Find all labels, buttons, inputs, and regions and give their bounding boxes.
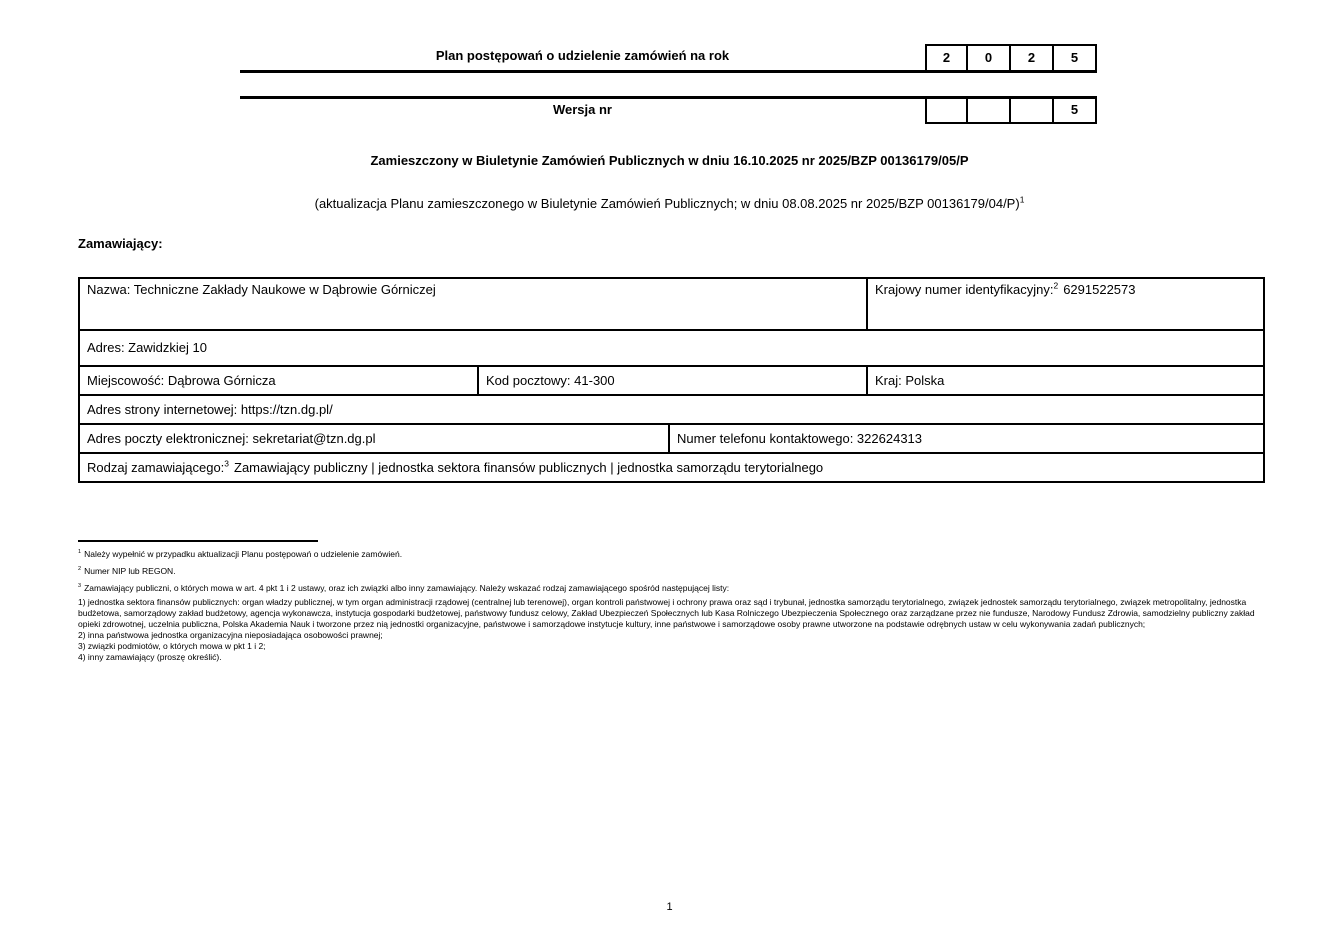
footnote-ref-2: 2: [1053, 280, 1059, 291]
footnote-1-text: Należy wypełnić w przypadku aktualizacji Planu postępowań o udzielenie zamówień.: [84, 549, 403, 559]
footnote-3-list: [78, 597, 1264, 663]
national-id-value: 6291522573: [1063, 282, 1136, 297]
website-cell: Adres strony internetowej: https://tzn.dg.pl/: [79, 395, 1264, 424]
footnote-2: [78, 566, 1264, 576]
year-digit-cell: 0: [968, 44, 1011, 72]
national-id-cell: [867, 278, 1264, 330]
orderer-name-cell: Nazwa: Techniczne Zakłady Naukowe w Dąbrowie Górniczej: [79, 278, 867, 330]
version-digit-cell: 5: [1054, 96, 1097, 124]
footnote-3-list-item: 3) związki podmiotów, o których mowa w pkt 1 i 2;: [78, 641, 266, 651]
footnote-3-list-item: 1) jednostka sektora finansów publicznych: organ władzy publicznej, w tym organ administracji rządowej (centralnej lub terenowej), organ kontroli państwowej i ochrony prawa oraz sąd i trybunał, jednostka samorządu terytorialnego, związek jednostek samorządu terytorialnego, związek metropolitalny, jednostka budżetowa, samorządowy zakład budżetowy, agencja wykonawcza, instytucja gospodarki budżetowej, państwowy fundusz celowy, Zakład Ubezpieczeń Społecznych lub Kasa Rolniczego Ubezpieczenia Społecznego oraz zarządzane przez nie fundusze, Narodowy Fundusz Zdrowia, samodzielny publiczny zakład opieki zdrowotnej, uczelnia publiczna, Polska Akademia Nauk i tworzone przez nią jednostki organizacyjne, państwowe i samorządowe instytucje kultury, inne państwowe i samorządowe osoby prawne utworzone na podstawie odrębnych ustaw w celu wykonywania zadań publicznych;: [78, 597, 1255, 629]
year-digit-boxes: [925, 44, 1097, 72]
table-row: [79, 278, 1264, 330]
page-number: 1: [666, 901, 673, 913]
version-digit-boxes: [925, 96, 1097, 124]
orderer-type-value: Zamawiający publiczny | jednostka sektora finansów publicznych | jednostka samorządu terytorialnego: [234, 459, 824, 475]
table-row: [79, 424, 1264, 453]
city-cell: Miejscowość: Dąbrowa Górnicza: [79, 366, 478, 395]
version-label: Wersja nr: [552, 102, 612, 117]
table-row: [79, 330, 1264, 366]
version-digit-cell: [968, 96, 1011, 124]
year-digit-cell: 5: [1054, 44, 1097, 72]
address-cell: Adres: Zawidzkiej 10: [79, 330, 1264, 366]
footnote-ref-1: 1: [1019, 194, 1025, 205]
email-cell: Adres poczty elektronicznej: sekretariat@tzn.dg.pl: [79, 424, 669, 453]
footnote-separator: [78, 540, 318, 542]
footnote-1: [78, 549, 1264, 559]
update-line-text: (aktualizacja Planu zamieszczonego w Biuletynie Zamówień Publicznych; w dniu 08.08.2025 nr 2025/BZP 00136179/04/P): [314, 196, 1020, 211]
footnote-3-list-item: 2) inna państwowa jednostka organizacyjna nieposiadająca osobowości prawnej;: [78, 630, 383, 640]
table-row: [79, 366, 1264, 395]
orderer-type-cell: [79, 453, 1264, 482]
footnote-ref-3: 3: [224, 458, 229, 469]
footnote-3-text: Zamawiający publiczni, o których mowa w art. 4 pkt 1 i 2 ustawy, oraz ich związki albo inny zamawiający. Należy wskazać rodzaj zamawiającego spośród następującej listy:: [84, 583, 730, 593]
footnote-1-marker: 1: [78, 549, 82, 556]
footnote-2-text: Numer NIP lub REGON.: [84, 566, 176, 576]
plan-title: Plan postępowań o udzielenie zamówień na rok: [435, 48, 730, 63]
country-cell: Kraj: Polska: [867, 366, 1264, 395]
publication-line: Zamieszczony w Biuletynie Zamówień Publicznych w dniu 16.10.2025 nr 2025/BZP 00136179/05/P: [370, 153, 969, 168]
year-digit-cell: 2: [1011, 44, 1054, 72]
footnote-2-marker: 2: [78, 566, 82, 573]
year-digit-cell: 2: [925, 44, 968, 72]
footnote-3-marker: 3: [78, 583, 82, 590]
orderer-type-label: Rodzaj zamawiającego:: [87, 459, 225, 475]
update-line: [0, 196, 1339, 211]
orderer-section-label: Zamawiający:: [78, 236, 163, 251]
phone-cell: Numer telefonu kontaktowego: 322624313: [669, 424, 1264, 453]
version-digit-cell: [1011, 96, 1054, 124]
national-id-label: Krajowy numer identyfikacyjny:: [875, 282, 1054, 297]
footnote-3: [78, 583, 1264, 593]
table-row: [79, 453, 1264, 482]
footnote-3-list-item: 4) inny zamawiający (proszę określić).: [78, 652, 222, 662]
table-row: [79, 395, 1264, 424]
postal-code-cell: Kod pocztowy: 41-300: [478, 366, 867, 395]
orderer-table: [78, 277, 1265, 483]
version-digit-cell: [925, 96, 968, 124]
